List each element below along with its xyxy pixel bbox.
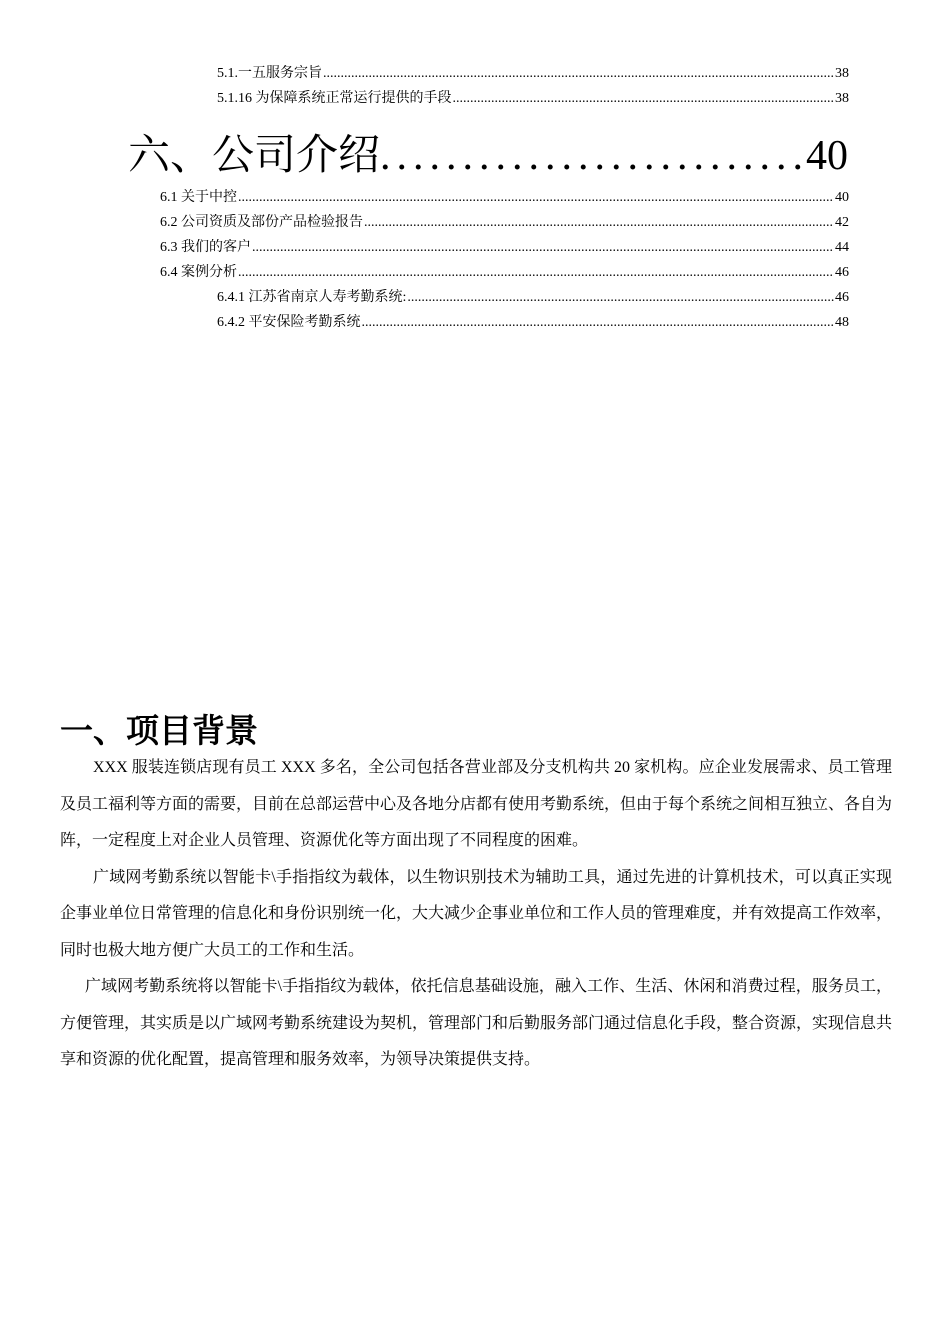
toc-leader-dots [453, 90, 835, 108]
toc-leader-dots [380, 130, 806, 182]
body-paragraph: 广域网考勤系统以智能卡\手指指纹为载体，以生物识别技术为辅助工具，通过先进的计算机技术，可以真正实现企事业单位日常管理的信息化和身份识别统一化，大大减少企事业单位和工作人员的管理难度，并有效提高工作效率，同时也极大地方便广大员工的工作和生活。 [60, 868, 893, 959]
toc-leader-dots [252, 239, 834, 257]
section-heading: 一、项目背景 [60, 711, 258, 750]
toc-leader-dots [364, 214, 834, 232]
toc-chapter-title: 六、公司介绍 [128, 133, 381, 179]
toc-entry-page: 44 [835, 240, 849, 255]
toc-chapter-page: 40 [806, 133, 848, 179]
section-body [60, 750, 892, 1079]
toc-leader-dots [238, 189, 834, 207]
toc-entry[interactable] [160, 264, 849, 282]
body-paragraph: XXX 服装连锁店现有员工 XXX 多名，全公司包括各营业部及分支机构共 20 家机构。应企业发展需求、员工管理及员工福利等方面的需要，目前在总部运营中心及各地分店都有使用考勤系统，但由于每个系统之间相互独立、各自为阵，一定程度上对企业人员管理、资源优化等方面出现了不同程度的困难。 [60, 759, 893, 849]
toc-chapter-entry[interactable] [128, 130, 848, 182]
toc-entry-title: 5.1.一五服务宗旨 [217, 66, 322, 81]
toc-entry-title: 6.1 关于中控 [160, 190, 237, 205]
toc-leader-dots [323, 65, 834, 83]
toc-entry[interactable] [217, 289, 849, 307]
toc-entry-page: 40 [835, 190, 849, 205]
toc-entry[interactable] [217, 65, 849, 83]
toc-entry[interactable] [160, 239, 849, 257]
toc-entry-page: 38 [835, 66, 849, 81]
toc-entry-title: 6.2 公司资质及部份产品检验报告 [160, 215, 363, 230]
toc-leader-dots [407, 289, 834, 307]
toc-leader-dots [238, 264, 834, 282]
toc-entry-title: 6.4.1 江苏省南京人寿考勤系统: [217, 290, 407, 305]
toc-entry[interactable] [217, 90, 849, 108]
toc-entry-title: 5.1.16 为保障系统正常运行提供的手段 [217, 91, 452, 106]
toc-entry-title: 6.3 我们的客户 [160, 240, 251, 255]
toc-entry-page: 46 [835, 265, 849, 280]
toc-entry-page: 38 [835, 91, 849, 106]
toc-entry-page: 46 [835, 290, 849, 305]
toc-leader-dots [362, 314, 835, 332]
toc-entry-title: 6.4 案例分析 [160, 265, 237, 280]
toc-entry-page: 48 [835, 315, 849, 330]
body-paragraph: 广域网考勤系统将以智能卡\手指指纹为载体，依托信息基础设施，融入工作、生活、休闲和消费过程，服务员工，方便管理，其实质是以广域网考勤系统建设为契机，管理部门和后勤服务部门通过信息化手段，整合资源，实现信息共享和资源的优化配置，提高管理和服务效率，为领导决策提供支持。 [60, 978, 893, 1068]
toc-entry[interactable] [160, 189, 849, 207]
toc-entry[interactable] [160, 214, 849, 232]
toc-entry-page: 42 [835, 215, 849, 230]
toc-entry-title: 6.4.2 平安保险考勤系统 [217, 315, 361, 330]
toc-entry[interactable] [217, 314, 849, 332]
